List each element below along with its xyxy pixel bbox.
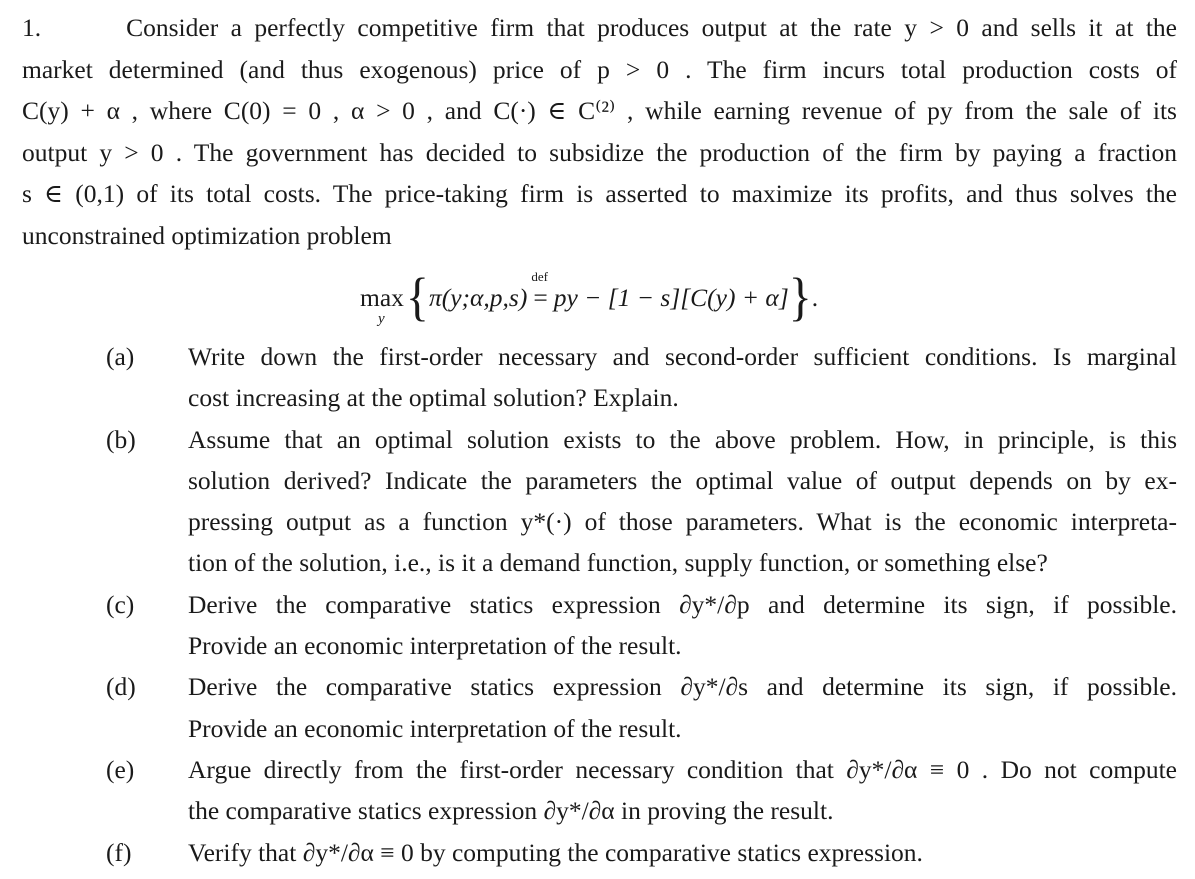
max-operator: max y [360,283,404,327]
part-line: Write down the first-order necessary and second-order sufficient conditions. Is marginal [188,342,1177,371]
intro-line: market determined (and thus exogenous) price of p > 0 . The firm incurs total production costs of [22,54,1177,84]
max-subscript: y [378,311,385,327]
part-d [22,666,1177,749]
profit-function: π(y;α,p,s) [428,283,528,312]
part-b [22,419,1177,584]
intro-line: s ∈ (0,1) of its total costs. The price-taking firm is asserted to maximize its profits, and thus solves the [22,179,1177,208]
part-e [22,749,1177,832]
problem-intro [22,7,1177,256]
close-brace: } [788,268,812,327]
open-brace: { [405,268,429,327]
objective-equation [360,268,818,328]
problem-number: 1. [22,13,42,42]
part-line: Derive the comparative statics expression ∂y*/∂p and determine its sign, if possible. [188,589,1177,619]
part-line: tion of the solution, i.e., is it a demand function, supply function, or something else? [188,548,1048,578]
part-label: (a) [106,342,135,371]
part-label: (d) [106,672,136,702]
part-line: Provide an economic interpretation of the result. [188,713,682,743]
part-line: solution derived? Indicate the parameters the optimal value of output depends on by ex- [188,465,1177,495]
def-label: def [531,269,548,284]
part-line: Verify that ∂y*/∂α ≡ 0 by computing the comparative statics expression. [188,837,923,867]
definition-equals: def = [531,269,548,312]
part-line: Provide an economic interpretation of the result. [188,631,682,661]
part-line: cost increasing at the optimal solution? Explain. [188,383,679,413]
part-line: Argue directly from the first-order necessary condition that ∂y*/∂α ≡ 0 . Do not compute [188,754,1177,784]
part-a [22,336,1177,419]
intro-line: 1. Consider a perfectly competitive firm that produces output at the rate y > 0 and sells it at the [22,13,1177,42]
part-c [22,584,1177,667]
part-line: Assume that an optimal solution exists to the above problem. How, in principle, is this [188,424,1177,454]
intro-line: unconstrained optimization problem [22,220,392,250]
part-line: the comparative statics expression ∂y*/∂α in proving the result. [188,796,834,826]
equation-period: . [811,283,819,312]
intro-line: output y > 0 . The government has decided to subsidize the production of the firm by paying a fraction [22,137,1177,167]
part-label: (c) [106,589,135,619]
part-label: (b) [106,424,136,454]
intro-line: C(y) + α , where C(0) = 0 , α > 0 , and C(·) ∈ C⁽²⁾ , while earning revenue of py from the sale of its [22,96,1177,125]
part-f [22,832,1177,873]
part-line: Derive the comparative statics expression ∂y*/∂s and determine its sign, if possible. [188,672,1177,702]
problem-parts [22,336,1177,873]
profit-expression: py − [1 − s][C(y) + α] [553,283,789,312]
part-line: pressing output as a function y*(·) of those parameters. What is the economic interpreta- [188,507,1177,537]
part-label: (f) [106,837,132,867]
part-label: (e) [106,754,135,784]
